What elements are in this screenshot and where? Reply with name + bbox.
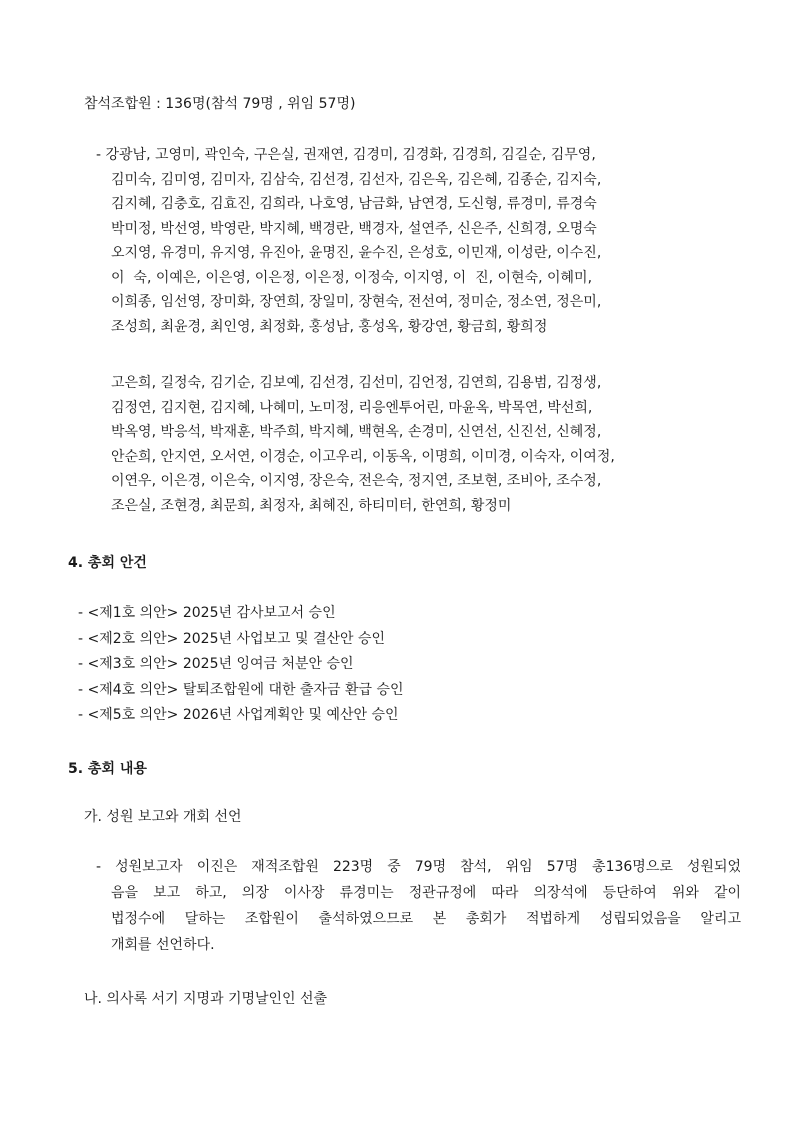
agenda-item: - <제2호 의안> 2025년 사업보고 및 결산안 승인 [78, 630, 386, 647]
attendee-row: 이 숙, 이예은, 이은영, 이은정, 이은정, 이정숙, 이지영, 이 진, 이현숙, 이혜미, [111, 269, 593, 286]
paragraph-line: 개회를 선언하다. [111, 937, 215, 953]
attendee-row: 김미숙, 김미영, 김미자, 김삼숙, 김선경, 김선자, 김은옥, 김은혜, 김종순, 김지숙, [111, 171, 602, 188]
quorum-paragraph [96, 858, 741, 962]
attendance-summary: 참석조합원 : 136명(참석 79명 , 위임 57명) [84, 96, 356, 112]
attendee-row: 고은희, 길정숙, 김기순, 김보예, 김선경, 김선미, 김언정, 김연희, 김용범, 김정생, [111, 375, 602, 391]
attendee-row: 박옥영, 박응석, 박재훈, 박주희, 박지혜, 백현옥, 손경미, 신연선, 신진선, 신혜정, [111, 424, 602, 440]
attendee-row: - 강광남, 고영미, 곽인숙, 구은실, 권재연, 김경미, 김경화, 김경희, 김길순, 김무영, [96, 147, 596, 163]
attendee-row: 오지영, 유경미, 유지영, 유진아, 윤명진, 윤수진, 은성호, 이민재, 이성란, 이수진, [111, 245, 602, 261]
attendee-row: 안순희, 안지연, 오서연, 이경순, 이고우리, 이동옥, 이명희, 이미경, 이숙자, 이여정, [111, 448, 615, 465]
attendee-list-proxy [111, 374, 771, 521]
attendee-row: 조성희, 최윤경, 최인영, 최정화, 홍성남, 홍성옥, 황강연, 황금희, 황희정 [111, 318, 548, 335]
paragraph-line: 음을 보고 하고, 의장 이사장 류경미는 정관규정에 따라 의장석에 등단하여 위와 같이 [111, 885, 741, 901]
agenda-item: - <제4호 의안> 탈퇴조합원에 대한 출자금 환급 승인 [78, 681, 404, 698]
paragraph-line: 법정수에 달하는 조합원이 출석하였으므로 본 총회가 적법하게 성립되었음을 알리고 [111, 911, 741, 927]
attendee-row: 김정연, 김지현, 김지혜, 나혜미, 노미정, 리응엔투어린, 마윤옥, 박목연, 박선희, [111, 399, 593, 416]
section-heading-content: 5. 총회 내용 [68, 761, 147, 777]
attendee-row: 이희종, 임선영, 장미화, 장연희, 장일미, 장현숙, 전선여, 정미순, 정소연, 정은미, [111, 294, 602, 310]
subsection-secretary-heading: 나. 의사록 서기 지명과 기명날인인 선출 [84, 991, 328, 1007]
section-heading-agenda: 4. 총회 안건 [68, 555, 147, 571]
paragraph-line: - 성원보고자 이진은 재적조합원 223명 중 79명 참석, 위임 57명 총136명으로 성원되었 [96, 859, 741, 875]
agenda-item: - <제5호 의안> 2026년 사업계획안 및 예산안 승인 [78, 707, 399, 723]
attendee-row: 김지혜, 김충호, 김효진, 김희라, 나호영, 남금화, 남연경, 도신형, 류경미, 류경숙 [111, 196, 597, 212]
attendee-row: 이연우, 이은경, 이은숙, 이지영, 장은숙, 전은숙, 정지연, 조보현, 조비아, 조수정, [111, 473, 602, 489]
agenda-item: - <제1호 의안> 2025년 감사보고서 승인 [78, 605, 336, 621]
attendee-row: 박미정, 박선영, 박영란, 박지혜, 백경란, 백경자, 설연주, 신은주, 신희경, 오명숙 [111, 220, 597, 237]
subsection-quorum-heading: 가. 성원 보고와 개회 선언 [84, 809, 242, 825]
agenda-item: - <제3호 의안> 2025년 잉여금 처분안 승인 [78, 656, 354, 672]
agenda-list [78, 604, 404, 732]
attendee-list-present [96, 146, 756, 342]
attendee-row: 조은실, 조현경, 최문희, 최정자, 최혜진, 하티미터, 한연희, 황정미 [111, 497, 512, 514]
